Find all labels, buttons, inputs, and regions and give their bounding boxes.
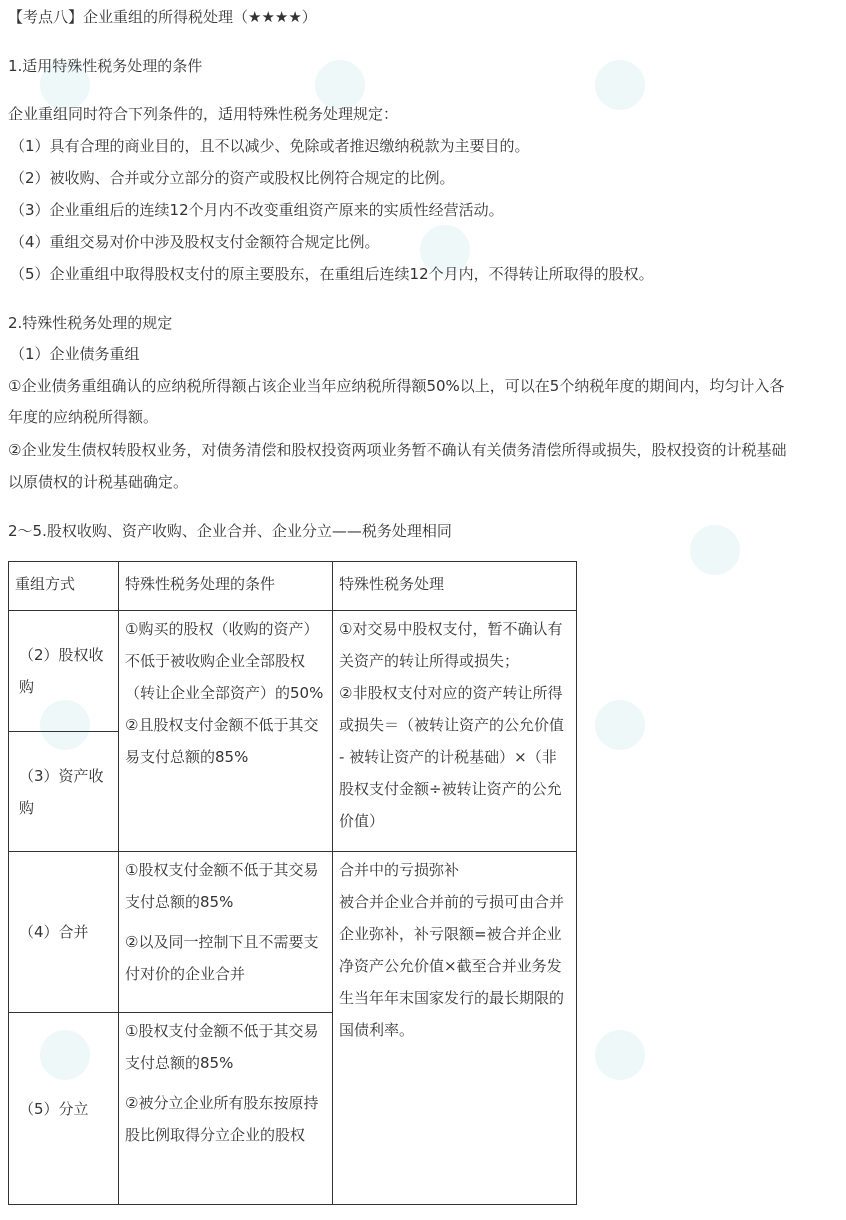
- header-cell: 特殊性税务处理: [333, 562, 577, 611]
- list-item: （4）重组交易对价中涉及股权支付金额符合规定比例。: [10, 233, 380, 251]
- method-cell: （4）合并: [9, 852, 119, 1013]
- watermark-icon: [595, 700, 645, 750]
- paragraph: 以原债权的计税基础确定。: [8, 473, 189, 491]
- method-cell: （2）股权收购: [9, 611, 119, 732]
- treatment-text: 被合并企业合并前的亏损可由合并企业弥补，补亏限额=被合并企业净资产公允价值×截至合并业务发生当年年末国家发行的最长期限的国债利率。: [339, 893, 565, 1039]
- header-cell: 特殊性税务处理的条件: [119, 562, 333, 611]
- condition-text: ①股权支付金额不低于其交易支付总额的85%: [125, 861, 319, 911]
- paragraph: 企业重组同时符合下列条件的，适用特殊性税务处理规定：: [8, 105, 399, 123]
- watermark-icon: [595, 1030, 645, 1080]
- section-heading: 2.特殊性税务处理的规定: [8, 314, 173, 332]
- section-heading: 2～5.股权收购、资产收购、企业合并、企业分立——税务处理相同: [8, 522, 452, 540]
- page-title: 【考点八】企业重组的所得税处理（★★★★）: [8, 8, 317, 26]
- watermark-icon: [595, 60, 645, 110]
- condition-cell: [119, 1013, 333, 1205]
- treatment-text: ①对交易中股权支付，暂不确认有关资产的转让所得或损失；: [339, 620, 563, 670]
- table-row: [9, 611, 577, 732]
- table-header-row: [9, 562, 577, 611]
- section-heading: 1.适用特殊性税务处理的条件: [8, 57, 203, 75]
- condition-cell: [119, 611, 333, 852]
- condition-text: ②以及同一控制下且不需要支付对价的企业合并: [125, 933, 319, 983]
- condition-text: ①购买的股权（收购的资产）不低于被收购企业全部股权（转让企业全部资产）的50%: [125, 620, 324, 702]
- list-item: （1）具有合理的商业目的，且不以减少、免除或者推迟缴纳税款为主要目的。: [10, 137, 530, 155]
- treatment-cell: [333, 611, 577, 852]
- treatment-text: 合并中的亏损弥补: [339, 861, 460, 879]
- watermark-icon: [315, 60, 365, 110]
- treatment-cell: [333, 852, 577, 1205]
- table-row: [9, 852, 577, 1013]
- watermark-icon: [690, 525, 740, 575]
- reorganization-table: [8, 561, 577, 1205]
- list-item: （2）被收购、合并或分立部分的资产或股权比例符合规定的比例。: [10, 169, 455, 187]
- paragraph: ①企业债务重组确认的应纳税所得额占该企业当年应纳税所得额50%以上，可以在5个纳税年度的期间内，均匀计入各: [8, 377, 785, 395]
- sub-heading: （1）企业债务重组: [10, 345, 140, 363]
- method-cell: （3）资产收购: [9, 732, 119, 852]
- paragraph: 年度的应纳税所得额。: [8, 408, 159, 426]
- list-item: （5）企业重组中取得股权支付的原主要股东，在重组后连续12个月内，不得转让所取得的股权。: [10, 265, 654, 283]
- treatment-text: ②非股权支付对应的资产转让所得或损失＝（被转让资产的公允价值 - 被转让资产的计税基础）×（非股权支付金额÷被转让资产的公允价值）: [339, 684, 565, 830]
- header-cell: 重组方式: [9, 562, 119, 611]
- condition-cell: [119, 852, 333, 1013]
- paragraph: ②企业发生债权转股权业务，对债务清偿和股权投资两项业务暂不确认有关债务清偿所得或损失，股权投资的计税基础: [8, 441, 787, 459]
- condition-text: ②且股权支付金额不低于其交易支付总额的85%: [125, 716, 319, 766]
- method-cell: （5）分立: [9, 1013, 119, 1205]
- condition-text: ①股权支付金额不低于其交易支付总额的85%: [125, 1022, 319, 1072]
- condition-text: ②被分立企业所有股东按原持股比例取得分立企业的股权: [125, 1094, 319, 1144]
- list-item: （3）企业重组后的连续12个月内不改变重组资产原来的实质性经营活动。: [10, 201, 504, 219]
